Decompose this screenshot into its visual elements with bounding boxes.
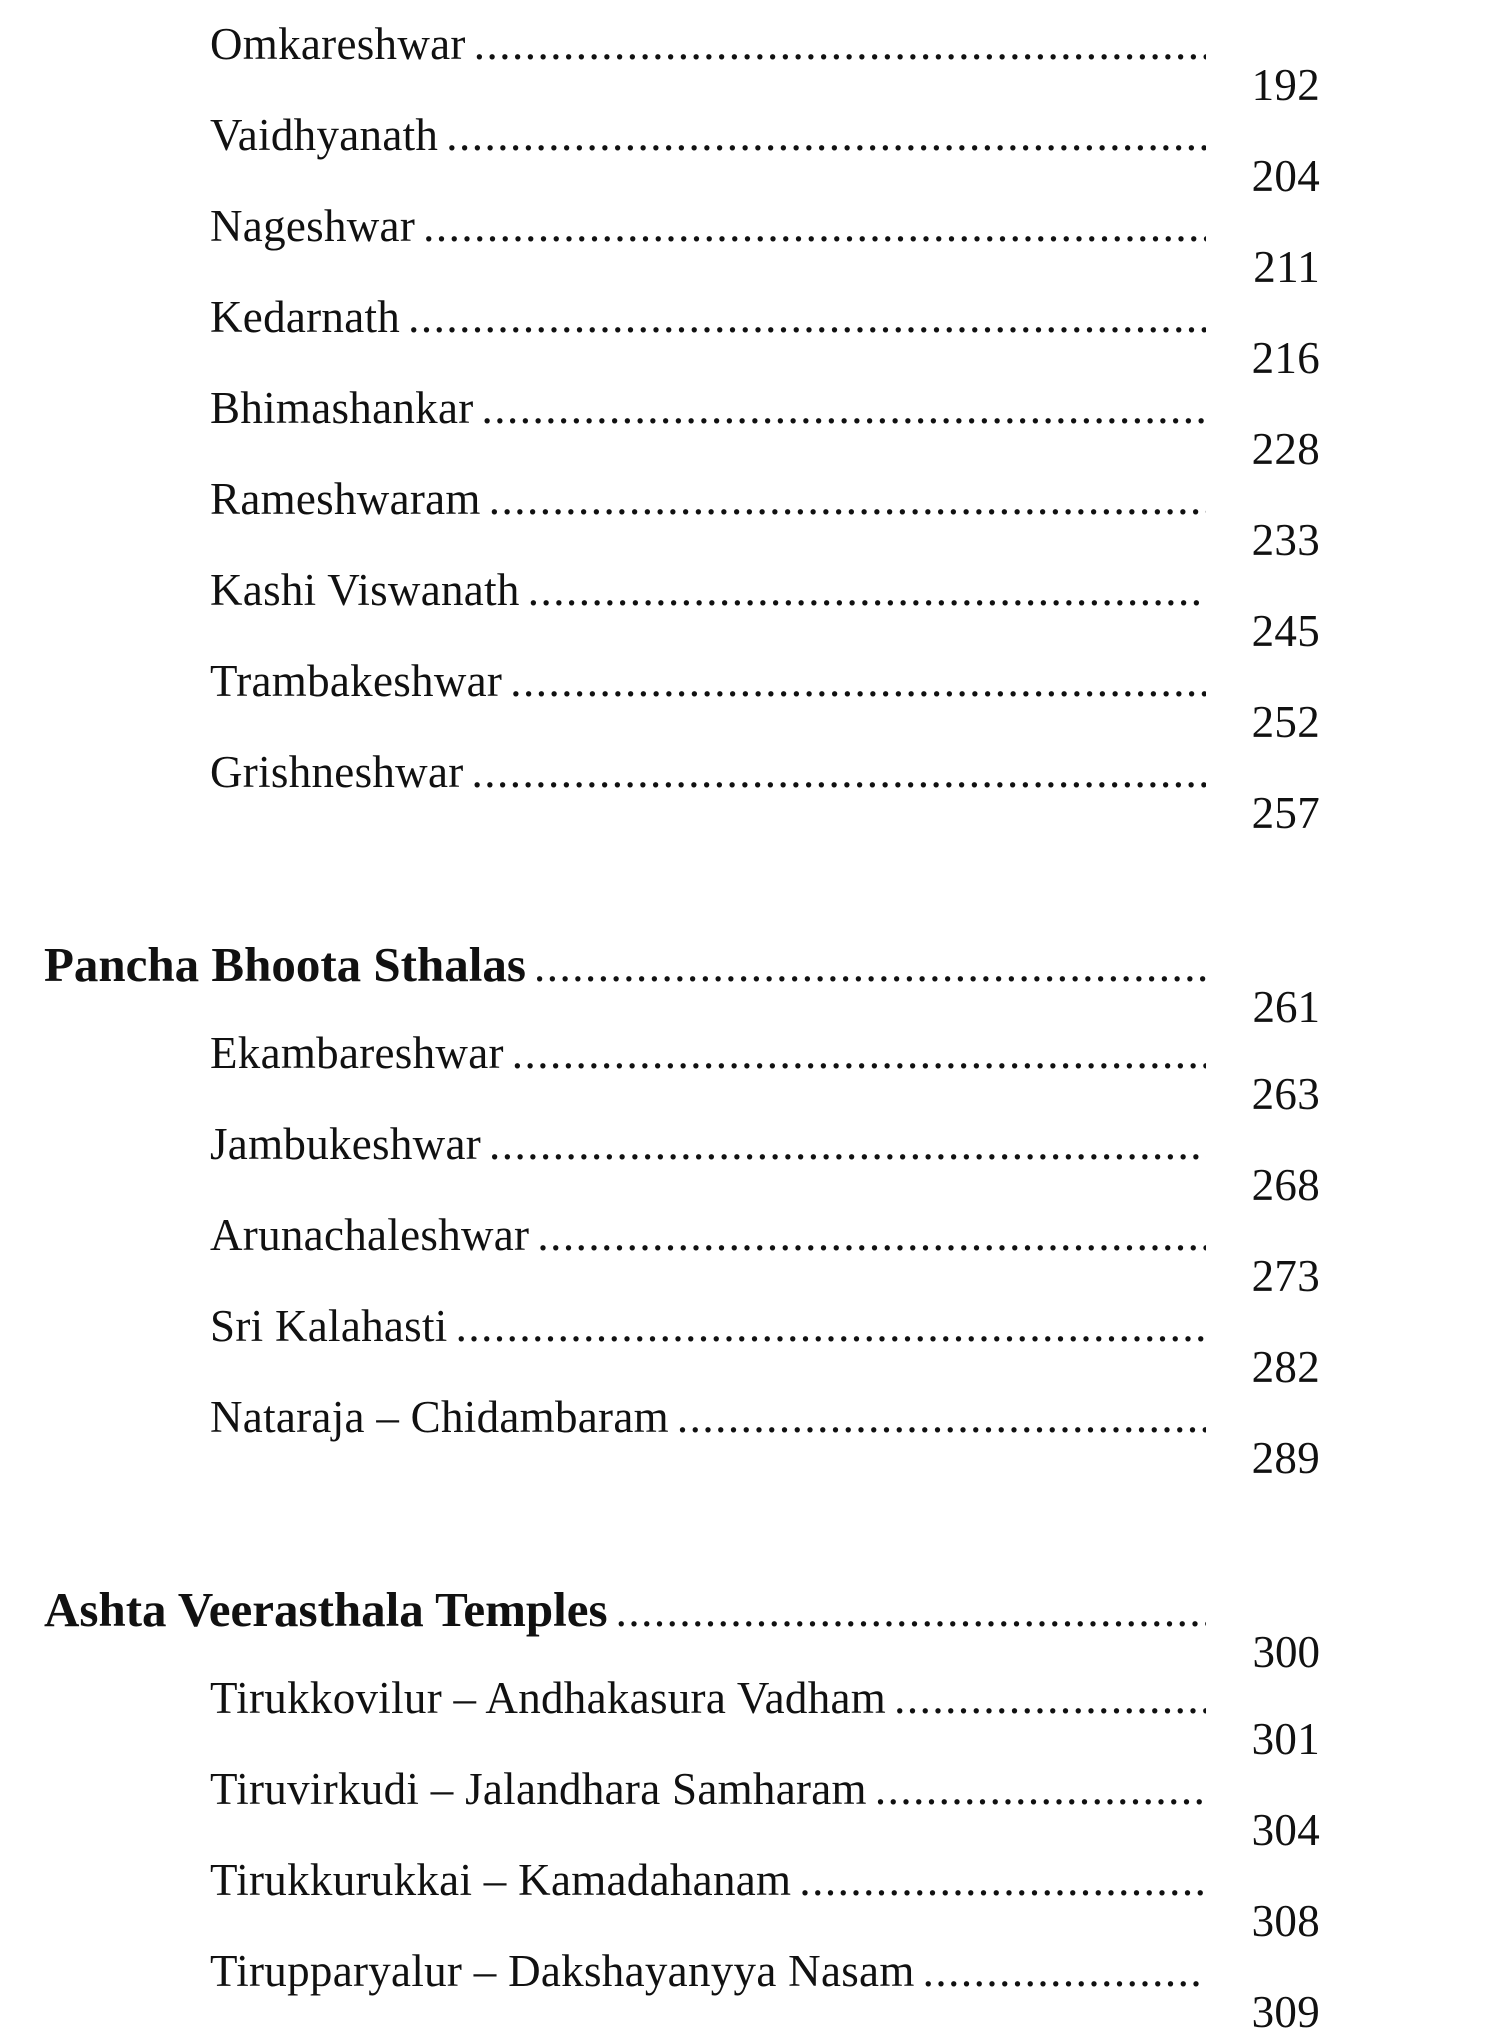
toc-entry-page: 282	[1251, 1342, 1320, 1392]
toc-entry-page: 233	[1251, 515, 1320, 565]
toc-entry-page: 308	[1251, 1896, 1320, 1946]
toc-entry-title: Kedarnath	[210, 292, 401, 342]
toc-entry-page: 263	[1251, 1069, 1320, 1119]
toc-entry-page: 245	[1251, 606, 1320, 656]
toc-entry-title: Jambukeshwar	[210, 1119, 482, 1169]
toc-entry-page: 268	[1251, 1160, 1320, 1210]
toc-entry-page: 211	[1253, 242, 1320, 292]
toc-section-title: Pancha Bhoota Sthalas	[44, 937, 526, 992]
dot-leader	[472, 746, 1206, 798]
toc-entry-title: Grishneshwar	[210, 747, 464, 797]
dot-leader	[799, 1854, 1206, 1906]
dot-leader	[423, 200, 1206, 252]
toc-entry-title: Sri Kalahasti	[210, 1301, 448, 1351]
toc-entry-rameshwaram	[210, 473, 1320, 565]
toc-entry-tirupparyalur	[210, 1945, 1320, 2037]
toc-entry-ekambareshwar	[210, 1027, 1320, 1119]
toc-entry-title: Arunachaleshwar	[210, 1210, 530, 1260]
toc-entry-title: Tirukkurukkai – Kamadahanam	[210, 1855, 792, 1905]
dot-leader	[446, 109, 1206, 161]
dot-leader	[408, 291, 1206, 343]
toc-entry-tiruvirkudi	[210, 1763, 1320, 1855]
toc-section-title: Ashta Veerasthala Temples	[44, 1582, 608, 1637]
toc-section-pancha-bhoota-sthalas	[44, 936, 1320, 1032]
toc-entry-title: Omkareshwar	[210, 19, 466, 69]
toc-entry-page: 204	[1251, 151, 1320, 201]
toc-entry-page: 289	[1251, 1433, 1320, 1483]
toc-entry-title: Vaidhyanath	[210, 110, 439, 160]
toc-entry-title: Trambakeshwar	[210, 656, 503, 706]
toc-entry-page: 228	[1251, 424, 1320, 474]
dot-leader	[489, 473, 1206, 525]
dot-leader	[875, 1763, 1206, 1815]
dot-leader	[482, 382, 1206, 434]
toc-entry-page: 261	[1252, 982, 1320, 1032]
toc-entry-title: Tirupparyalur – Dakshayanyya Nasam	[210, 1946, 915, 1996]
toc-entry-jambukeshwar	[210, 1118, 1320, 1210]
toc-entry-nageshwar	[210, 200, 1320, 292]
toc-entry-title: Ekambareshwar	[210, 1028, 504, 1078]
dot-leader	[510, 655, 1206, 707]
toc-entry-tirukkurukkai	[210, 1854, 1320, 1946]
toc-entry-title: Nataraja – Chidambaram	[210, 1392, 669, 1442]
toc-entry-title: Tiruvirkudi – Jalandhara Samharam	[210, 1764, 867, 1814]
toc-entry-vaidhyanath	[210, 109, 1320, 201]
dot-leader	[534, 940, 1206, 992]
dot-leader	[677, 1391, 1206, 1443]
toc-entry-bhimashankar	[210, 382, 1320, 474]
toc-entry-title: Rameshwaram	[210, 474, 481, 524]
toc-entry-title: Nageshwar	[210, 201, 416, 251]
toc-entry-page: 309	[1251, 1987, 1320, 2037]
toc-entry-omkareshwar	[210, 18, 1320, 110]
toc-entry-page: 273	[1251, 1251, 1320, 1301]
dot-leader	[894, 1672, 1206, 1724]
toc-entry-page: 257	[1251, 788, 1320, 838]
toc-entry-page: 300	[1252, 1627, 1320, 1677]
dot-leader	[537, 1209, 1206, 1261]
dot-leader	[616, 1585, 1206, 1637]
toc-section-ashta-veerasthala-temples	[44, 1581, 1320, 1677]
dot-leader	[456, 1300, 1206, 1352]
dot-leader	[474, 18, 1206, 70]
toc-entry-kedarnath	[210, 291, 1320, 383]
toc-entry-kashi-viswanath	[210, 564, 1320, 656]
toc-entry-page: 304	[1251, 1805, 1320, 1855]
toc-entry-nataraja-chidambaram	[210, 1391, 1320, 1483]
dot-leader	[489, 1118, 1206, 1170]
toc-entry-page: 301	[1251, 1714, 1320, 1764]
toc-entry-arunachaleshwar	[210, 1209, 1320, 1301]
toc-entry-title: Tirukkovilur – Andhakasura Vadham	[210, 1673, 887, 1723]
dot-leader	[528, 564, 1206, 616]
toc-entry-tirukkovilur	[210, 1672, 1320, 1764]
toc-entry-trambakeshwar	[210, 655, 1320, 747]
toc-entry-page: 192	[1251, 60, 1320, 110]
toc-entry-page: 252	[1251, 697, 1320, 747]
toc-entry-title: Bhimashankar	[210, 383, 474, 433]
toc-entry-page: 216	[1251, 333, 1320, 383]
toc-entry-grishneshwar	[210, 746, 1320, 838]
dot-leader	[923, 1945, 1206, 1997]
toc-entry-sri-kalahasti	[210, 1300, 1320, 1392]
toc-entry-title: Kashi Viswanath	[210, 565, 520, 615]
dot-leader	[512, 1027, 1206, 1079]
